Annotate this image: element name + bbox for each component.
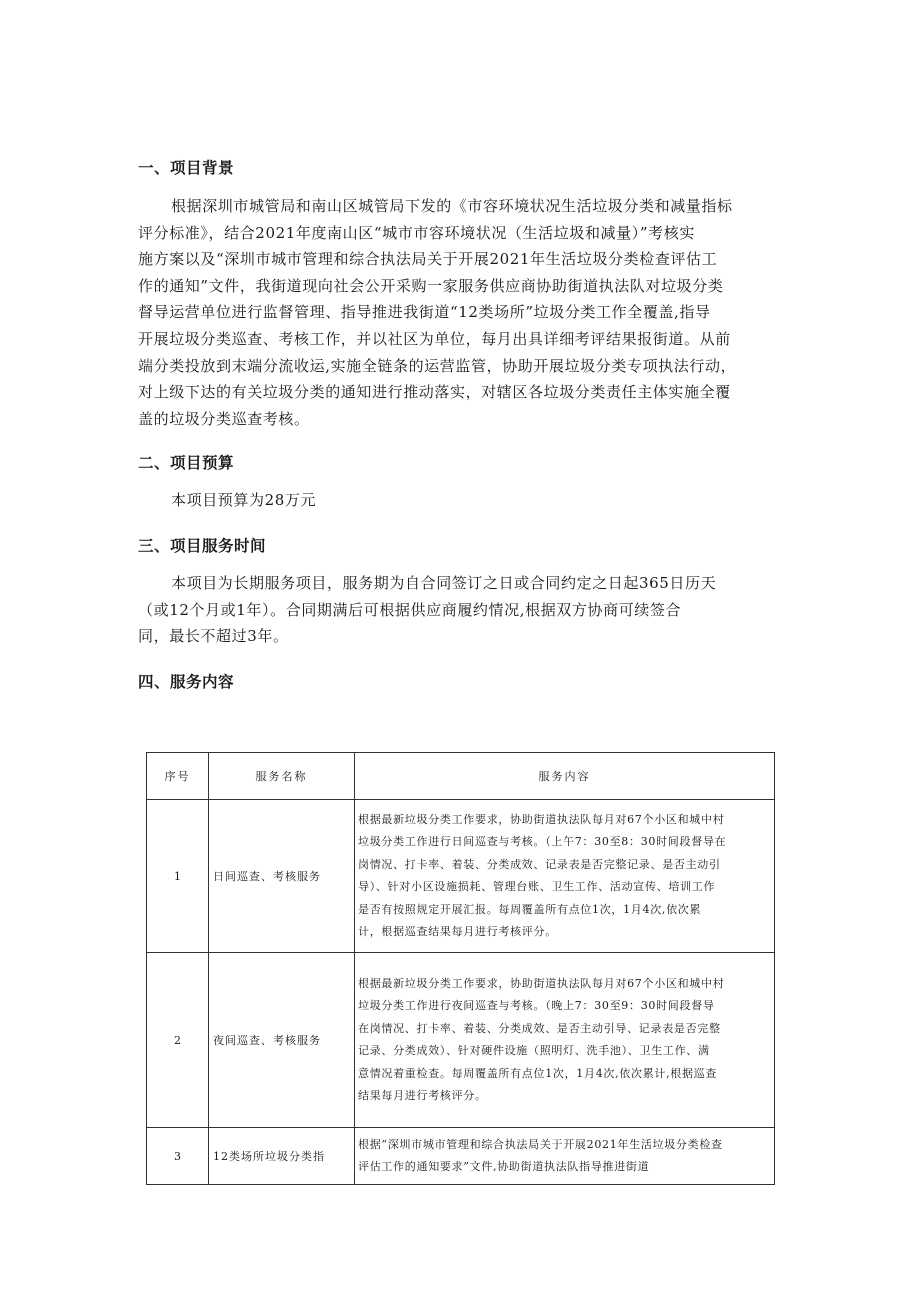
budget-paragraph [138, 487, 788, 514]
row-name: 日间巡查、考核服务 [209, 800, 355, 953]
content-line: 是否有按照规定开展汇报。每周覆盖所有点位1次，1月4次,依次累 [358, 902, 702, 916]
row-content [355, 953, 775, 1128]
row-name: 12类场所垃圾分类指 [209, 1128, 355, 1185]
section-heading-budget: 二、项目预算 [138, 454, 235, 472]
header-content: 服务内容 [355, 753, 775, 800]
content-line: 导）、针对小区设施损耗、管理台账、卫生工作、活动宣传、培训工作 [358, 880, 716, 893]
paragraph-line: 督导运营单位进行监督管理、指导推进我街道“12类场所”垃圾分类工作全覆盖,指导 [138, 303, 711, 322]
background-paragraph [138, 193, 788, 432]
paragraph-line: 本项目为长期服务项目，服务期为自合同签订之日或合同约定之日起365日历天 [171, 574, 717, 592]
header-name: 服务名称 [209, 753, 355, 800]
service-table [146, 752, 775, 1185]
paragraph-line: （或12个月或1年）。合同期满后可根据供应商履约情况,根据双方协商可续签合 [138, 600, 682, 619]
paragraph-line: 评分标准》，结合2021年度南山区“城市市容环境状况（生活垃圾和减量）”考核实 [138, 223, 695, 242]
row-no: 2 [147, 953, 209, 1128]
table-row [147, 953, 775, 1128]
row-content [355, 1128, 775, 1185]
section-heading-service-content: 四、服务内容 [138, 673, 235, 691]
content-line: 根据“深圳市城市管理和综合执法局关于开展2021年生活垃圾分类检查 [358, 1137, 723, 1151]
table-header-row [147, 753, 775, 800]
content-line: 结果每月进行考核评分。 [358, 1089, 487, 1102]
content-line: 在岗情况、打卡率、着装、分类成效、是否主动引导、记录表是否完整 [358, 1021, 721, 1035]
content-line: 记录、分类成效）、针对硬件设施（照明灯、洗手池）、卫生工作、满 [358, 1044, 710, 1057]
row-content [355, 800, 775, 953]
row-name: 夜间巡查、考核服务 [209, 953, 355, 1128]
paragraph-line: 根据深圳市城管局和南山区城管局下发的《市容环境状况生活垃圾分类和减量指标 [171, 197, 733, 215]
content-line: 垃圾分类工作进行夜间巡查与考核。（晚上7：30至9：30时间段督导 [358, 999, 715, 1012]
content-line: 计，根据巡查结果每月进行考核评分。 [358, 925, 557, 938]
row-no: 3 [147, 1128, 209, 1185]
service-time-paragraph [138, 570, 788, 650]
paragraph-line: 对上级下达的有关垃圾分类的通知进行推动落实，对辖区各垃圾分类责任主体实施全覆 [138, 383, 731, 402]
header-no: 序号 [147, 753, 209, 800]
content-line: 根据最新垃圾分类工作要求，协助街道执法队每月对67个小区和城中村 [358, 812, 725, 826]
content-line: 意情况着重检查。每周覆盖所有点位1次，1月4次,依次累计,根据巡查 [358, 1066, 718, 1080]
content-line: 根据最新垃圾分类工作要求，协助街道执法队每月对67个小区和城中村 [358, 976, 725, 990]
paragraph-line: 开展垃圾分类巡查、考核工作，并以社区为单位，每月出具详细考评结果报街道。从前 [138, 329, 731, 348]
paragraph-line: 作的通知”文件，我街道现向社会公开采购一家服务供应商协助街道执法队对垃圾分类 [138, 276, 724, 295]
section-heading-background: 一、项目背景 [138, 159, 235, 177]
paragraph-line: 本项目预算为28万元 [171, 491, 317, 509]
content-line: 评估工作的通知要求”文件,协助街道执法队指导推进街道 [358, 1160, 650, 1173]
table-row [147, 800, 775, 953]
paragraph-line: 同，最长不超过3年。 [138, 627, 289, 646]
content-line: 岗情况、打卡率、着装、分类成效、记录表是否完整记录、是否主动引 [358, 857, 721, 871]
paragraph-line: 盖的垃圾分类巡查考核。 [138, 409, 310, 428]
row-no: 1 [147, 800, 209, 953]
paragraph-line: 施方案以及“深圳市城市管理和综合执法局关于开展2021年生活垃圾分类检查评估工 [138, 250, 718, 269]
table-row [147, 1128, 775, 1185]
paragraph-line: 端分类投放到末端分流收运,实施全链条的运营监管，协助开展垃圾分类专项执法行动， [138, 356, 737, 375]
section-heading-service-time: 三、项目服务时间 [138, 537, 267, 555]
content-line: 垃圾分类工作进行日间巡查与考核。（上午7：30至8：30时间段督导在 [358, 835, 727, 848]
